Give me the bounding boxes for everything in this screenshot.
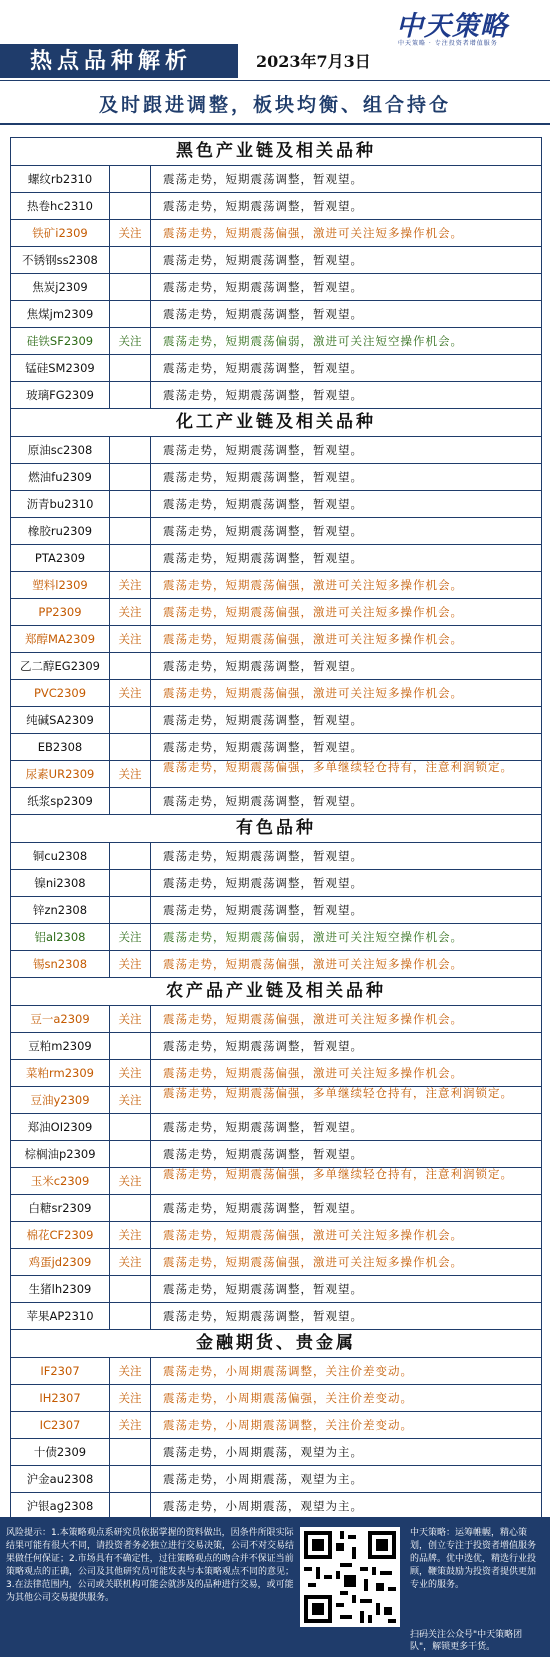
contract-name: 铁矿i2309 [11, 220, 110, 246]
table-row [11, 1249, 541, 1276]
strategy-comment: 震荡走势，短期震荡调整，暂观望。 [163, 876, 363, 890]
focus-tag [110, 301, 151, 327]
contract-name: 豆一a2309 [11, 1006, 110, 1032]
table-row [11, 897, 541, 924]
strategy-comment: 震荡走势，短期震荡偏弱，激进可关注短空操作机会。 [163, 334, 463, 348]
table-row [11, 761, 541, 788]
contract-name: 菜粕rm2309 [11, 1060, 110, 1086]
focus-tag [110, 843, 151, 869]
focus-tag: 关注 [110, 1222, 151, 1248]
focus-tag: 关注 [110, 1168, 151, 1194]
contract-name: 生猪lh2309 [11, 1276, 110, 1302]
contract-name: 硅铁SF2309 [11, 328, 110, 354]
focus-tag [110, 491, 151, 517]
contract-name: 豆油y2309 [11, 1087, 110, 1113]
strategy-comment: 震荡走势，短期震荡调整，暂观望。 [163, 1201, 363, 1215]
table-row [11, 870, 541, 897]
table-row [11, 599, 541, 626]
strategy-comment: 震荡走势，短期震荡调整，暂观望。 [163, 470, 363, 484]
contract-name: 纯碱SA2309 [11, 707, 110, 733]
table-row [11, 843, 541, 870]
contract-name: IC2307 [11, 1412, 110, 1438]
focus-tag [110, 166, 151, 192]
contract-name: 热卷hc2310 [11, 193, 110, 219]
header [0, 0, 550, 84]
contract-name: 燃油fu2309 [11, 464, 110, 490]
table-row [11, 518, 541, 545]
strategy-comment: 震荡走势，短期震荡调整，暂观望。 [163, 280, 363, 294]
table-row [11, 464, 541, 491]
strategy-comment: 震荡走势，短期震荡调整，暂观望。 [163, 713, 363, 727]
contract-name: 郑醇MA2309 [11, 626, 110, 652]
contract-name: 鸡蛋jd2309 [11, 1249, 110, 1275]
table-row [11, 220, 541, 247]
contract-name: 玻璃FG2309 [11, 382, 110, 408]
focus-tag: 关注 [110, 680, 151, 706]
table-row [11, 1412, 541, 1439]
table-row [11, 1466, 541, 1493]
focus-tag: 关注 [110, 328, 151, 354]
strategy-comment: 震荡走势，短期震荡偏强，激进可关注短多操作机会。 [163, 632, 463, 646]
table-row [11, 274, 541, 301]
strategy-comment: 震荡走势，短期震荡偏强，激进可关注短多操作机会。 [163, 1012, 463, 1026]
table-row [11, 951, 541, 978]
contract-name: IF2307 [11, 1358, 110, 1384]
focus-tag [110, 247, 151, 273]
strategy-comment: 震荡走势，短期震荡调整，暂观望。 [163, 253, 363, 267]
strategy-comment: 震荡走势，短期震荡调整，暂观望。 [163, 1039, 363, 1053]
strategy-comment: 震荡走势，短期震荡调整，暂观望。 [163, 551, 363, 565]
table-row [11, 572, 541, 599]
table-row [11, 328, 541, 355]
focus-tag [110, 464, 151, 490]
contract-name: 焦煤jm2309 [11, 301, 110, 327]
table-row [11, 1276, 541, 1303]
contract-name: PVC2309 [11, 680, 110, 706]
focus-tag: 关注 [110, 951, 151, 977]
contract-name: EB2308 [11, 734, 110, 760]
logo-text: 中天策略 [396, 11, 508, 42]
contract-name: 不锈钢ss2308 [11, 247, 110, 273]
table-row [11, 1439, 541, 1466]
strategy-comment: 震荡走势，短期震荡偏强，激进可关注短多操作机会。 [163, 957, 463, 971]
contract-name: 橡胶ru2309 [11, 518, 110, 544]
page-title: 热点品种解析 [0, 44, 238, 78]
focus-tag [110, 897, 151, 923]
strategy-comment: 震荡走势，短期震荡偏强，激进可关注短多操作机会。 [163, 605, 463, 619]
focus-tag [110, 788, 151, 814]
strategy-comment: 震荡走势，短期震荡偏强，激进可关注短多操作机会。 [163, 226, 463, 240]
report-date: 2023年7月3日 [256, 52, 371, 71]
contract-name: 玉米c2309 [11, 1168, 110, 1194]
strategy-comment: 震荡走势，短期震荡偏强，激进可关注短多操作机会。 [163, 1228, 463, 1242]
contract-name: 铜cu2308 [11, 843, 110, 869]
focus-tag [110, 734, 151, 760]
follow-hint: 扫码关注公众号"中天策略团队"，解锁更多干货。 [410, 1630, 523, 1652]
table-row [11, 355, 541, 382]
logo [390, 2, 550, 46]
table-row [11, 1303, 541, 1330]
section-heading: 化工产业链及相关品种 [11, 409, 541, 437]
contract-name: 棉花CF2309 [11, 1222, 110, 1248]
table-row [11, 1385, 541, 1412]
table-row [11, 653, 541, 680]
table-row [11, 1168, 541, 1195]
strategy-comment: 震荡走势，短期震荡调整，暂观望。 [163, 1147, 363, 1161]
contract-name: 沥青bu2310 [11, 491, 110, 517]
strategy-comment: 震荡走势，小周期震荡调整，关注价差变动。 [163, 1418, 413, 1432]
contract-name: 乙二醇EG2309 [11, 653, 110, 679]
slogan: 中天策略：运筹帷幄，精心策划，创立专注于投资者增值服务的品牌。优中选优，精选行业投顾，鞭策鼓励为投资者提供更加专业的服务。 [410, 1528, 537, 1590]
contract-name: 原油sc2308 [11, 437, 110, 463]
contract-name: 郑油OI2309 [11, 1114, 110, 1140]
strategy-comment: 震荡走势，短期震荡调整，暂观望。 [163, 307, 363, 321]
contract-name: 纸浆sp2309 [11, 788, 110, 814]
table-row [11, 545, 541, 572]
strategy-comment: 震荡走势，小周期震荡，观望为主。 [163, 1499, 363, 1513]
strategy-comment: 震荡走势，短期震荡偏强，多单继续轻仓持有，注意利润锁定。 [163, 1087, 513, 1100]
table-row [11, 680, 541, 707]
contract-name: 白糖sr2309 [11, 1195, 110, 1221]
contract-name: PP2309 [11, 599, 110, 625]
strategy-comment: 震荡走势，短期震荡偏强，激进可关注短多操作机会。 [163, 578, 463, 592]
logo-subtitle: 中天策略 · 专注投资者增值服务 [398, 40, 498, 47]
table-row [11, 1493, 541, 1519]
table-row [11, 734, 541, 761]
focus-tag: 关注 [110, 1006, 151, 1032]
focus-tag: 关注 [110, 1385, 151, 1411]
contract-name: 塑料l2309 [11, 572, 110, 598]
strategy-comment: 震荡走势，短期震荡偏强，多单继续轻仓持有，注意利润锁定。 [163, 761, 513, 774]
table-row [11, 707, 541, 734]
table-row [11, 491, 541, 518]
contract-name: IH2307 [11, 1385, 110, 1411]
table-row [11, 193, 541, 220]
contract-name: 沪金au2308 [11, 1466, 110, 1492]
strategy-comment: 震荡走势，短期震荡调整，暂观望。 [163, 172, 363, 186]
focus-tag [110, 274, 151, 300]
header-divider [0, 80, 550, 81]
table-row [11, 166, 541, 193]
focus-tag [110, 437, 151, 463]
strategy-comment: 震荡走势，短期震荡调整，暂观望。 [163, 497, 363, 511]
strategy-comment: 震荡走势，短期震荡调整，暂观望。 [163, 199, 363, 213]
strategy-comment: 震荡走势，短期震荡调整，暂观望。 [163, 361, 363, 375]
focus-tag: 关注 [110, 626, 151, 652]
focus-tag: 关注 [110, 1060, 151, 1086]
table-row [11, 1222, 541, 1249]
contract-name: 豆粕m2309 [11, 1033, 110, 1059]
strategy-comment: 震荡走势，短期震荡调整，暂观望。 [163, 1309, 363, 1323]
contract-name: 棕榈油p2309 [11, 1141, 110, 1167]
strategy-comment: 震荡走势，短期震荡偏强，多单继续轻仓持有，注意利润锁定。 [163, 1168, 513, 1181]
strategy-comment: 震荡走势，短期震荡调整，暂观望。 [163, 740, 363, 754]
focus-tag [110, 1493, 151, 1519]
focus-tag [110, 653, 151, 679]
focus-tag: 关注 [110, 1087, 151, 1113]
focus-tag: 关注 [110, 1358, 151, 1384]
contract-name: PTA2309 [11, 545, 110, 571]
focus-tag [110, 518, 151, 544]
strategy-comment: 震荡走势，短期震荡调整，暂观望。 [163, 443, 363, 457]
contract-name: 锰硅SM2309 [11, 355, 110, 381]
contract-name: 苹果AP2310 [11, 1303, 110, 1329]
focus-tag: 关注 [110, 1412, 151, 1438]
focus-tag [110, 1033, 151, 1059]
strategy-comment: 震荡走势，小周期震荡，观望为主。 [163, 1472, 363, 1486]
table-row [11, 437, 541, 464]
focus-tag [110, 1276, 151, 1302]
focus-tag [110, 1141, 151, 1167]
section-heading: 有色品种 [11, 815, 541, 843]
focus-tag [110, 707, 151, 733]
focus-tag [110, 193, 151, 219]
focus-tag [110, 382, 151, 408]
focus-tag: 关注 [110, 761, 151, 787]
focus-tag: 关注 [110, 220, 151, 246]
table-row [11, 1358, 541, 1385]
table-row [11, 1141, 541, 1168]
strategy-comment: 震荡走势，短期震荡调整，暂观望。 [163, 849, 363, 863]
focus-tag [110, 545, 151, 571]
strategy-comment: 震荡走势，短期震荡偏强，激进可关注短多操作机会。 [163, 1066, 463, 1080]
qr-code-icon [300, 1527, 400, 1627]
strategy-comment: 震荡走势，小周期震荡调整，关注价差变动。 [163, 1364, 413, 1378]
table-row [11, 1033, 541, 1060]
contract-name: 锌zn2308 [11, 897, 110, 923]
strategy-comment: 震荡走势，短期震荡调整，暂观望。 [163, 794, 363, 808]
strategy-comment: 震荡走势，短期震荡调整，暂观望。 [163, 659, 363, 673]
contract-name: 沪银ag2308 [11, 1493, 110, 1519]
strategy-comment: 震荡走势，短期震荡调整，暂观望。 [163, 1120, 363, 1134]
section-heading: 农产品产业链及相关品种 [11, 978, 541, 1006]
focus-tag [110, 1439, 151, 1465]
subtitle-divider [0, 123, 550, 125]
focus-tag [110, 1114, 151, 1140]
focus-tag [110, 355, 151, 381]
strategy-comment: 震荡走势，短期震荡调整，暂观望。 [163, 524, 363, 538]
section-heading: 黑色产业链及相关品种 [11, 138, 541, 166]
table-row [11, 626, 541, 653]
focus-tag: 关注 [110, 572, 151, 598]
contract-name: 锡sn2308 [11, 951, 110, 977]
table-row [11, 1087, 541, 1114]
contract-name: 镍ni2308 [11, 870, 110, 896]
table-row [11, 382, 541, 409]
section-heading: 金融期货、贵金属 [11, 1330, 541, 1358]
table-row [11, 1195, 541, 1222]
strategy-comment: 震荡走势，小周期震荡，观望为主。 [163, 1445, 363, 1459]
risk-disclaimer: 风险提示：1.本策略观点系研究员依据掌握的资料做出，因条件所限实际结果可能有很大不同，请投资者务必独立进行交易决策，公司不对交易结果做任何保证；2.市场具有不确定性，过往策略观点的吻合并不保证当前策略观点的正确，公司及其他研究员可能发表与本策略观点不同的意见；3.在法律范围内，公司或关联机构可能会就涉及的品种进行交易，或可能为其他公司交易提供服务。 [6, 1528, 295, 1603]
contract-name: 螺纹rb2310 [11, 166, 110, 192]
contract-name: 尿素UR2309 [11, 761, 110, 787]
footer [0, 1517, 550, 1657]
table-row [11, 1006, 541, 1033]
focus-tag [110, 1466, 151, 1492]
strategy-comment: 震荡走势，小周期震荡偏强，关注价差变动。 [163, 1391, 413, 1405]
focus-tag: 关注 [110, 599, 151, 625]
strategy-comment: 震荡走势，短期震荡调整，暂观望。 [163, 388, 363, 402]
strategy-comment: 震荡走势，短期震荡偏强，激进可关注短多操作机会。 [163, 1255, 463, 1269]
contract-name: 铝al2308 [11, 924, 110, 950]
focus-tag [110, 1303, 151, 1329]
focus-tag: 关注 [110, 1249, 151, 1275]
strategy-comment: 震荡走势，短期震荡调整，暂观望。 [163, 903, 363, 917]
subtitle: 及时跟进调整，板块均衡、组合持仓 [98, 94, 451, 116]
table-row [11, 788, 541, 815]
analysis-table [10, 137, 542, 1520]
focus-tag [110, 870, 151, 896]
table-row [11, 1114, 541, 1141]
table-row [11, 247, 541, 274]
strategy-comment: 震荡走势，短期震荡偏弱，激进可关注短空操作机会。 [163, 930, 463, 944]
table-row [11, 924, 541, 951]
strategy-comment: 震荡走势，短期震荡调整，暂观望。 [163, 1282, 363, 1296]
table-row [11, 1060, 541, 1087]
contract-name: 十债2309 [11, 1439, 110, 1465]
strategy-comment: 震荡走势，短期震荡偏强，激进可关注短多操作机会。 [163, 686, 463, 700]
table-row [11, 301, 541, 328]
focus-tag: 关注 [110, 924, 151, 950]
contract-name: 焦炭j2309 [11, 274, 110, 300]
focus-tag [110, 1195, 151, 1221]
